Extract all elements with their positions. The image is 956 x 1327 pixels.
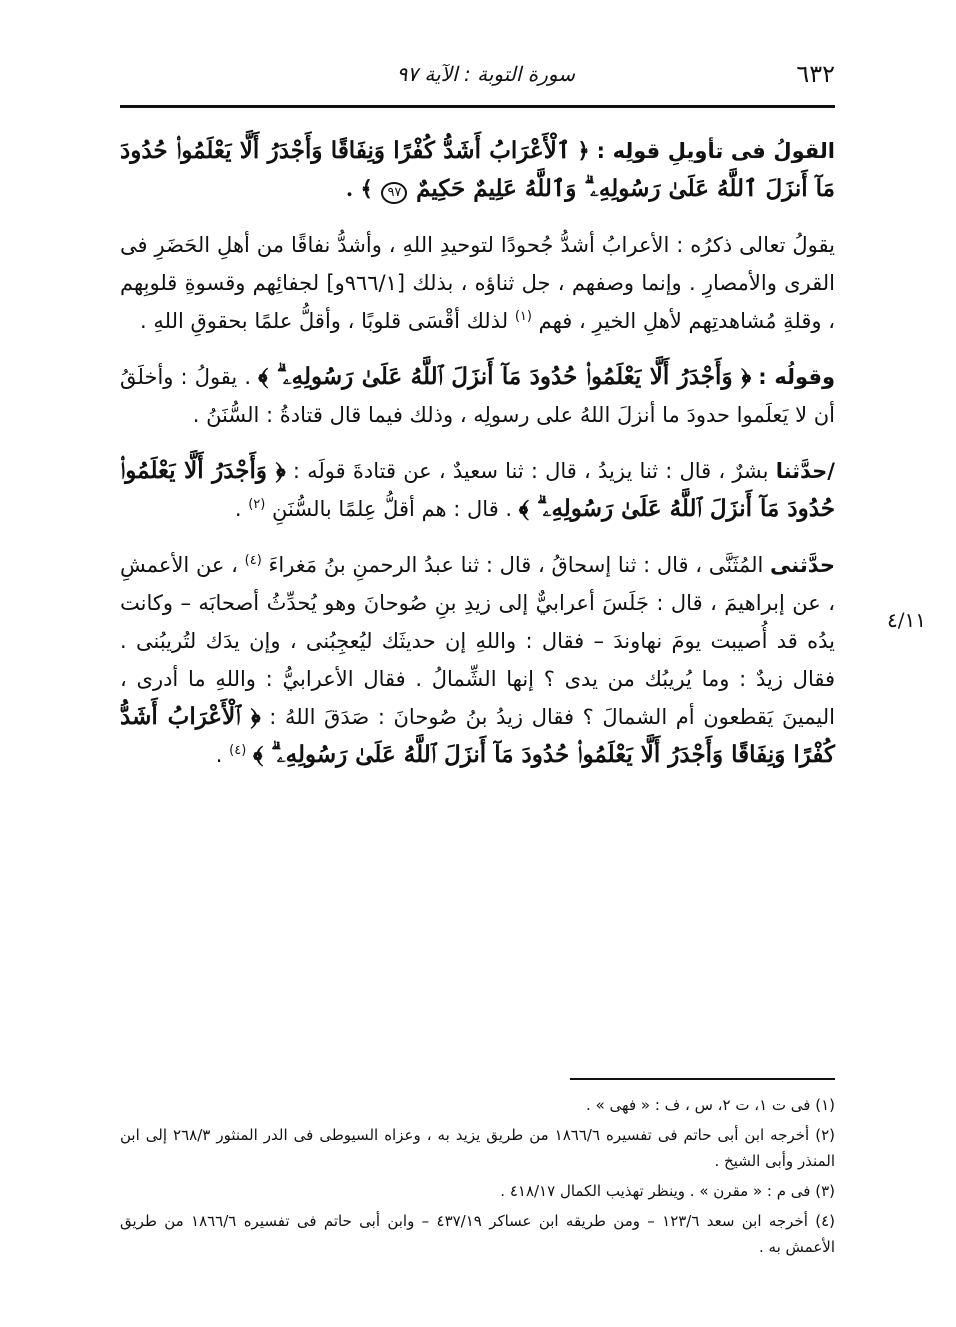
section-heading: القولُ فى تأويلِ قولِه :: [596, 139, 836, 163]
footnotes: [120, 1092, 835, 1264]
paragraph-heading-verse: [120, 132, 835, 208]
hadith-text: ، عن الأعمشِ ، عن إبراهيمَ ، قال : جَلَسَ أعرابيٌّ إلى زيدِ بنِ صُوحانَ وهو يُحدِّثُ أصحابَه – وكانت يدُه قد أُصيبت يومَ نهاوندَ – فقال : واللهِ إن حديثَك ليُعجِبُنى ، وإن يدَك لتُريبُنى . فقال زيدٌ : وما يُريبُك من يدى ؟ إنها الشِّمالُ . فقال الأعرابيُّ : واللهِ ما أدرى ، اليمينَ يَقطعون أم الشمالَ ؟ فقال زيدُ بنُ صُوحانَ : صَدَقَ اللهُ :: [120, 553, 835, 729]
footnote-rule: [570, 1078, 835, 1080]
footnote-ref-1: (١): [514, 309, 532, 324]
quran-verse: ٱلْأَعْرَابُ أَشَدُّ كُفْرًا وَنِفَاقًا وَأَجْدَرُ أَلَّا يَعْلَمُوا۟ حُدُودَ مَآ أَنزَلَ ٱللَّهُ عَلَىٰ رَسُولِهِۦ ۗ وَٱللَّهُ عَلِيمٌ حَكِيمٌ: [120, 137, 835, 202]
footnote-2: (٢) أخرجه ابن أبى حاتم فى تفسيره ١٨٦٦/٦ من طريق يزيد به ، وعزاه السيوطى فى الدر المنثور ٢٦٨/٣ إلى ابن المنذر وأبى الشيخ .: [120, 1126, 835, 1170]
paragraph-hadith-1: [120, 452, 835, 528]
footnote-ref-4: (٤): [229, 743, 247, 758]
isnad-lead: /حدَّثنا: [775, 459, 835, 483]
isnad-text: المُثَنَّى ، قال : ثنا إسحاقُ ، قال : ثنا عبدُ الرحمنِ بنُ مَغراءَ: [268, 553, 764, 577]
quran-verse: ﴿ وَأَجْدَرُ أَلَّا يَعْلَمُوا۟ حُدُودَ مَآ أَنزَلَ ٱللَّهُ عَلَىٰ رَسُولِهِۦ ۗ ﴾: [120, 457, 835, 522]
quran-verse: ﴿ ٱلْأَعْرَابُ أَشَدُّ كُفْرًا وَنِفَاقًا وَأَجْدَرُ أَلَّا يَعْلَمُوا۟ حُدُودَ مَآ أَنزَلَ ٱللَّهُ عَلَىٰ رَسُولِهِۦ ۗ ﴾: [120, 703, 835, 768]
paragraph-hadith-2: [120, 546, 835, 774]
commentary-text-cont: لذلك أقْسَى قلوبًا ، وأقلُّ علمًا بحقوقِ اللهِ .: [140, 309, 509, 333]
paragraph-qawluh: [120, 358, 835, 434]
footnote-ref-2: (٢): [248, 497, 266, 512]
sentence-end: .: [215, 743, 223, 767]
isnad-lead: حدَّثنى: [770, 553, 835, 577]
running-header: [120, 60, 835, 94]
sentence-end: .: [234, 497, 242, 521]
footnote-3: (٣) فى م : « مقرن » . وينظر تهذيب الكمال ٤١٨/١٧ .: [500, 1182, 835, 1200]
running-title: سورة التوبة : الآية ٩٧: [396, 62, 575, 86]
footnote-1: (١) فى ت ١، ت ٢، س ، ف : « فهى » .: [586, 1096, 835, 1114]
ayah-number-badge: ٩٧: [381, 182, 407, 204]
margin-reference: ٤/١١: [887, 608, 926, 632]
header-rule: [120, 105, 835, 108]
qawluh-text: . يقولُ : وأخلَقُ أن لا يَعلَموا حدودَ ما أنزلَ اللهُ على رسولِه ، وذلك فيما قال قتادةُ : السُّنَنُ .: [120, 365, 835, 427]
verse-close-bracket: ﴾ .: [345, 176, 373, 201]
isnad-text: بشرٌ ، قال : ثنا يزيدُ ، قال : ثنا سعيدٌ ، عن قتادةَ قولَه :: [292, 459, 769, 483]
quran-verse: ﴿ وَأَجْدَرُ أَلَّا يَعْلَمُوا۟ حُدُودَ مَآ أَنزَلَ ٱللَّهُ عَلَىٰ رَسُولِهِۦ ۗ ﴾: [258, 363, 752, 390]
page-number: ٦٣٢: [796, 60, 835, 88]
paragraph-commentary: [120, 226, 835, 340]
verse-open-bracket: ﴿: [577, 138, 590, 163]
qawluh-lead: وقولُه :: [758, 365, 836, 389]
footnote-ref-3: (٤): [244, 553, 262, 568]
commentary-text: يقولُ تعالى ذكرُه : الأعرابُ أشدُّ جُحودًا لتوحيدِ اللهِ ، وأشدُّ نفاقًا من أهلِ الحَضَرِ فى القرى والأمصارِ . وإنما وصفهم ، جل ثناؤه ، بذلك [٩٦٦/١و] لجفائِهم وقسوةِ قلوبِهم ، وقلةِ مُشاهدتِهم لأهلِ الخيرِ ، فهم: [120, 233, 835, 333]
hadith-text: . قال : هم أقلُّ عِلمًا بالسُّنَنِ: [272, 497, 513, 521]
footnote-4: (٤) أخرجه ابن سعد ١٢٣/٦ – ومن طريقه ابن عساكر ٤٣٧/١٩ – وابن أبى حاتم فى تفسيره ١٨٦٦/٦ من طريق الأعمش به .: [120, 1212, 835, 1256]
main-text: [120, 132, 835, 792]
